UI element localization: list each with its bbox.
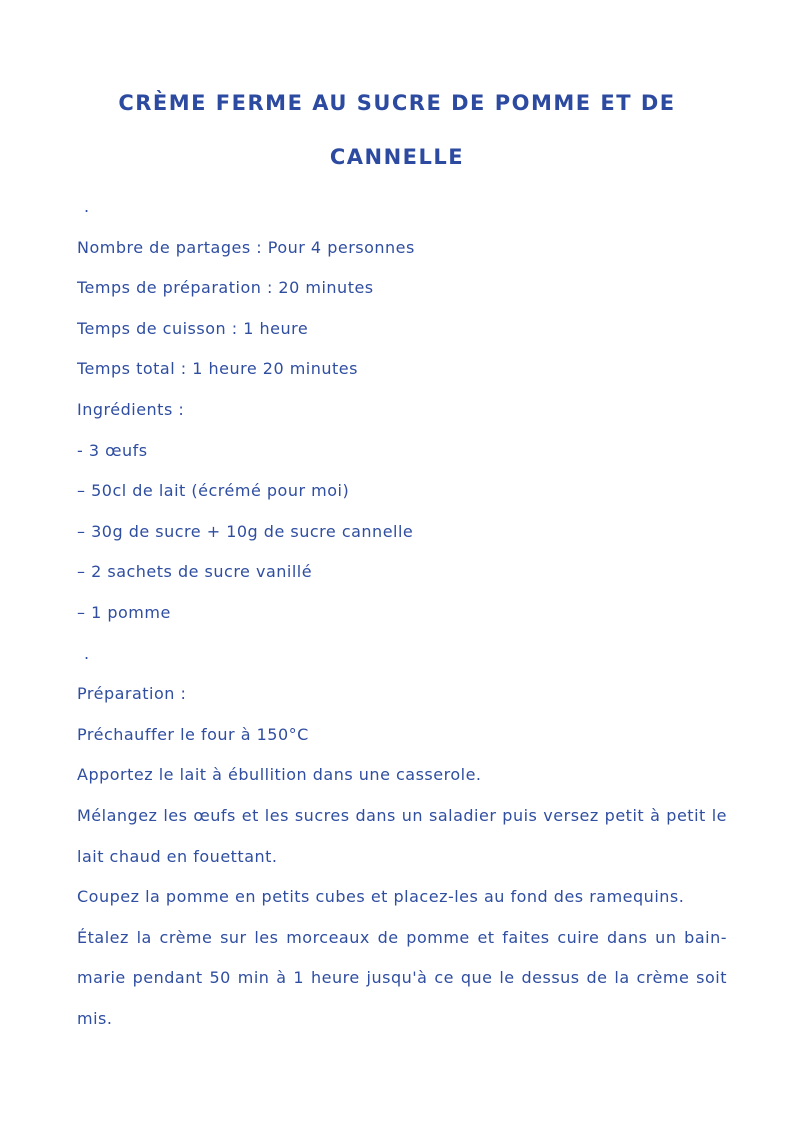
preparation-step: Mélangez les œufs et les sucres dans un saladier puis versez petit à petit le lait chaud en fouettant. [77, 805, 727, 866]
preparation-step: Coupez la pomme en petits cubes et placez-les au fond des ramequins. [77, 887, 685, 907]
recipe-title: CRÈME FERME AU SUCRE DE POMME ET DE CANNELLE [118, 91, 676, 169]
separator-dot: . [84, 643, 90, 663]
prep-time-line: Temps de préparation : 20 minutes [77, 278, 374, 298]
ingredient-item: - 3 œufs [77, 440, 148, 460]
preparation-step: Apportez le lait à ébullition dans une casserole. [77, 765, 482, 785]
preparation-step: Étalez la crème sur les morceaux de pomme et faites cuire dans un bain-marie pendant 50 min à 1 heure jusqu'à ce que le dessus de la crème soit mis. [77, 927, 727, 1028]
preparation-step: Préchauffer le four à 150°C [77, 724, 309, 744]
servings-line: Nombre de partages : Pour 4 personnes [77, 237, 415, 257]
ingredient-item: – 2 sachets de sucre vanillé [77, 562, 313, 582]
cook-time-line: Temps de cuisson : 1 heure [77, 318, 309, 338]
ingredients-heading: Ingrédients : [77, 399, 185, 419]
preparation-heading: Préparation : [77, 684, 187, 704]
recipe-body [77, 187, 727, 1039]
total-time-line: Temps total : 1 heure 20 minutes [77, 359, 358, 379]
ingredient-item: – 1 pomme [77, 602, 171, 622]
ingredient-item: – 50cl de lait (écrémé pour moi) [77, 481, 350, 501]
ingredient-item: – 30g de sucre + 10g de sucre cannelle [77, 521, 414, 541]
separator-dot: . [84, 197, 90, 216]
